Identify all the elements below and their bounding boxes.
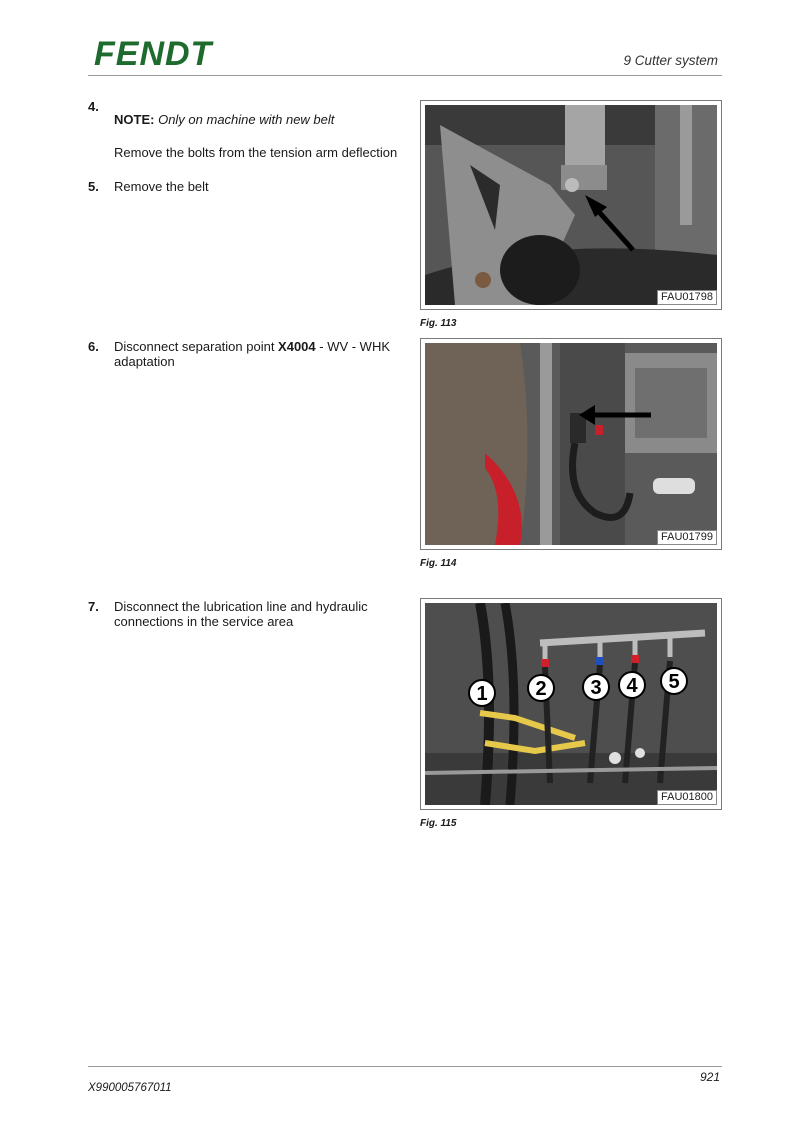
note-text: Only on machine with new belt (158, 112, 335, 127)
figure-113-photo (420, 100, 722, 310)
step-text: Remove the bolts from the tension arm deflection (114, 145, 398, 160)
svg-text:2: 2 (535, 678, 547, 700)
figure-caption: Fig. 115 (420, 818, 457, 829)
step-5 (88, 179, 408, 194)
document-number: X990005767011 (88, 1082, 172, 1094)
callout-5 (661, 668, 687, 694)
step-number: 5. (88, 179, 99, 194)
step-number: 7. (88, 599, 99, 614)
figure-114-photo (420, 338, 722, 550)
step-number: 4. (88, 99, 99, 114)
step-text: Disconnect the lubrication line and hydraulic connections in the service area (114, 599, 368, 629)
step-text: Remove the belt (114, 179, 209, 194)
footer-divider (88, 1066, 722, 1067)
svg-text:4: 4 (626, 675, 638, 697)
figure-code: FAU01800 (657, 790, 717, 805)
step-text-part: - WV - WHK adaptation (114, 339, 391, 369)
figure-115-photo (420, 598, 722, 810)
note (114, 99, 408, 127)
figure-caption: Fig. 114 (420, 558, 457, 569)
hydraulic-connections-illustration (425, 603, 717, 805)
svg-text:1: 1 (476, 683, 488, 705)
fendt-logo (92, 36, 250, 70)
separation-point-id: X4004 (278, 339, 316, 354)
page-number: 921 (699, 1070, 720, 1084)
chapter-title: 9 Cutter system (623, 53, 718, 68)
step-6 (88, 339, 408, 369)
step-text-part: Disconnect separation point (114, 339, 279, 354)
svg-text:5: 5 (668, 671, 680, 693)
step-number: 6. (88, 339, 99, 354)
step-7 (88, 599, 408, 629)
figure-caption: Fig. 113 (420, 318, 457, 329)
figure-code: FAU01799 (657, 530, 717, 545)
brand-text: FENDT (94, 36, 213, 70)
svg-text:3: 3 (590, 677, 602, 699)
callout-1 (469, 680, 495, 706)
separation-point-illustration (425, 343, 717, 545)
header-divider (88, 75, 722, 76)
note-label: NOTE: (114, 112, 155, 127)
callout-4 (619, 672, 645, 698)
step-text (114, 339, 408, 369)
tension-arm-illustration (425, 105, 717, 305)
figure-code: FAU01798 (657, 290, 717, 305)
callout-3 (583, 674, 609, 700)
step-4 (88, 99, 408, 160)
callout-2 (528, 675, 554, 701)
